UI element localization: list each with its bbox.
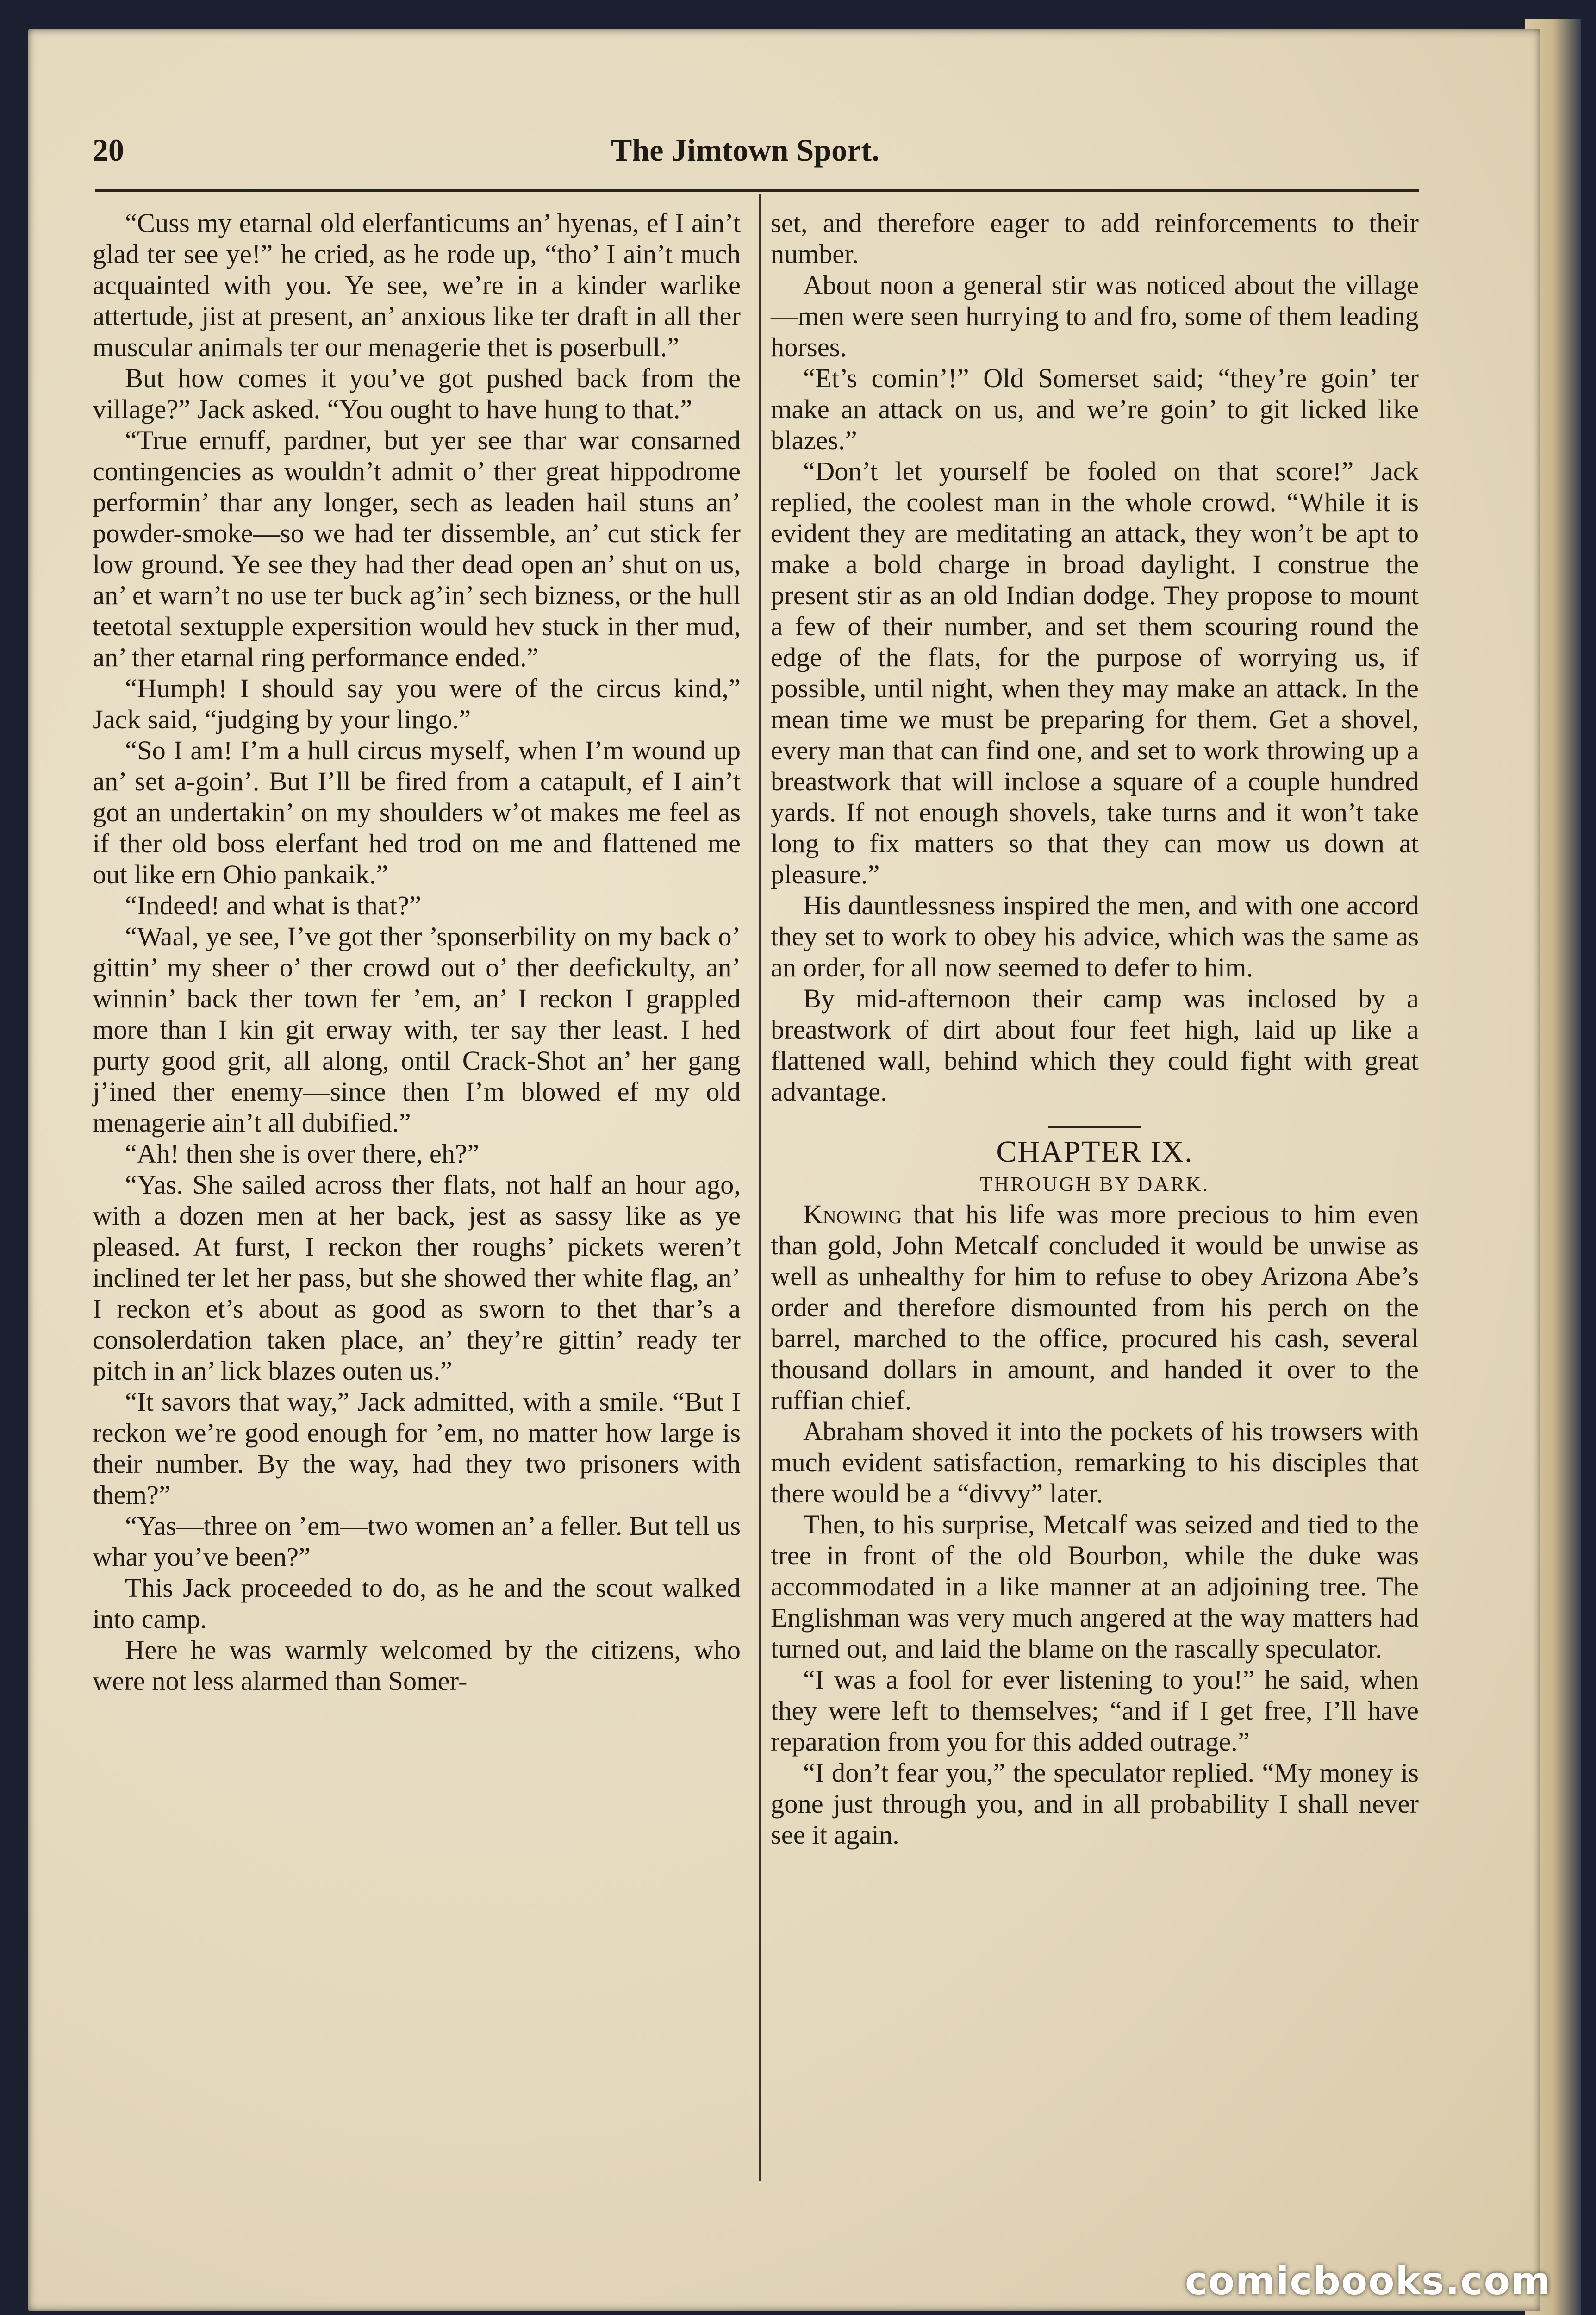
paragraph: “Yas—three on ’em—two women an’ a feller. But tell us whar you’ve been?” [93,1511,741,1572]
paragraph: “I was a fool for ever listening to you!” he said, when they were left to themselves; “and if I get free, I’ll have reparation from you for this added outrage.” [771,1664,1419,1757]
drop-word: Knowing [803,1199,902,1229]
paragraph: “Indeed! and what is that?” [125,890,421,920]
paragraph: “Humph! I should say you were of the circus kind,” Jack said, “judging by your lingo.” [93,673,741,734]
paragraph: This Jack proceeded to do, as he and the scout walked into camp. [93,1573,741,1634]
paragraph: About noon a general stir was noticed about the village—men were seen hurrying to and fro, some of them leading horses. [771,270,1419,362]
column-divider [759,194,761,2181]
watermark: comicbooks.com [1185,2259,1552,2303]
paragraph: His dauntlessness inspired the men, and with one accord they set to work to obey his advice, which was the same as an order, for all now seemed to defer to him. [771,890,1419,982]
paragraph: But how comes it you’ve got pushed back from the village?” Jack asked. “You ought to have hung to that.” [93,363,741,424]
paragraph: “True ernuff, pardner, but yer see thar war consarned contingencies as wouldn’t admit o’ ther great hippodrome performin’ thar any longer, sech as leaden hail stuns an’ powder-smoke—so we had ter dissemble, an’ cut stick fer low ground. Ye see they had ther dead open an’ shut on us, an’ et warn’t no use ter buck ag’in’ sech bizness, or the hull teetotal sextupple expersition would hev stuck in ther mud, an’ ther etarnal ring performance ended.” [93,425,741,672]
chapter-title: CHAPTER IX. [996,1135,1193,1169]
chapter-subtitle: THROUGH BY DARK. [979,1173,1210,1195]
paragraph: “Don’t let yourself be fooled on that score!” Jack replied, the coolest man in the whole crowd. “While it is evident they are meditating an attack, they won’t be apt to make a bold charge in broad daylight. I construe the present stir as an old Indian dodge. They propose to mount a few of their number, and set them scouring round the edge of the flats, for the purpose of worrying us, if possible, until night, when they may make an attack. In the mean time we must be preparing for them. Get a shovel, every man that can find one, and set to work throwing up a breastwork that will inclose a square of a couple hundred yards. If not enough shovels, take turns and it won’t take long to fix matters so that they can mow us down at pleasure.” [771,456,1419,889]
running-title: The Jimtown Sport. [611,132,879,168]
left-column [93,207,741,1696]
chapter-opening-paragraph [771,1199,1419,1416]
page-header [69,127,1421,178]
paragraph: “So I am! I’m a hull circus myself, when I’m wound up an’ set a-goin’. But I’ll be fired from a catapult, ef I ain’t got an undertakin’ on my shoulders w’ot makes me feel as if ther old boss elerfant hed trod on me and flattened me out like ern Ohio pankaik.” [93,735,741,889]
paragraph: “Waal, ye see, I’ve got ther ’sponserbility on my back o’ gittin’ my sheer o’ ther crowd out o’ ther deefickulty, an’ winnin’ back ther town fer ’em, an’ I reckon I grappled more than I kin git erway with, ter say ther least. I hed purty good grit, all along, ontil Crack-Shot an’ her gang j’ined ther enemy—since then I’m blowed ef my old menagerie ain’t all dubified.” [93,921,741,1138]
opening-text: that his life was more precious to him even than gold, John Metcalf concluded it would be unwise as well as unhealthy for him to refuse to obey Arizona Abe’s order and therefore dismounted from his perch on the barrel, marched to the office, procured his cash, several thousand dollars in amount, and handed it over to the ruffian chief. [771,1199,1419,1415]
paragraph: “Yas. She sailed across ther flats, not half an hour ago, with a dozen men at her back, jest as sassy like as ye pleased. At furst, I reckon ther roughs’ pickets weren’t inclined ter let her pass, but she showed ther white flag, an’ I reckon et’s about as good as sworn to thet thar’s a consolerdation taken place, an’ they’re gittin’ ready ter pitch in an’ lick blazes outen us.” [93,1170,741,1386]
header-rule [95,189,1419,192]
chapter-rule [1048,1126,1141,1128]
page-number: 20 [93,132,124,168]
paragraph: “Et’s comin’!” Old Somerset said; “they’re goin’ ter make an attack on us, and we’re goin’ to git licked like blazes.” [771,363,1419,455]
paragraph: Abraham shoved it into the pockets of his trowsers with much evident satisfaction, remarking to his disciples that there would be a “divvy” later. [771,1416,1419,1508]
paragraph: “Ah! then she is over there, eh?” [125,1139,480,1169]
paragraph: By mid-afternoon their camp was inclosed by a breastwork of dirt about four feet high, laid up like a flattened wall, behind which they could fight with great advantage. [771,983,1419,1107]
paragraph: set, and therefore eager to add reinforcements to their number. [771,208,1419,269]
paragraph: Here he was warmly welcomed by the citizens, who were not less alarmed than Somer- [93,1635,741,1696]
paragraph: “It savors that way,” Jack admitted, with a smile. “But I reckon we’re good enough for ’em, no matter how large is their number. By the way, had they two prisoners with them?” [93,1387,741,1510]
right-column [771,207,1419,1850]
paragraph: “Cuss my etarnal old elerfanticums an’ hyenas, ef I ain’t glad ter see ye!” he cried, as he rode up, “tho’ I ain’t much acquainted with you. Ye see, we’re in a kinder warlike attertude, jist at present, an’ anxious like ter draft in all ther muscular animals ter our menagerie thet is poserbull.” [93,208,741,362]
paragraph: “I don’t fear you,” the speculator replied. “My money is gone just through you, and in all probability I shall never see it again. [771,1758,1419,1850]
paragraph: Then, to his surprise, Metcalf was seized and tied to the tree in front of the old Bourbon, while the duke was accommodated in a like manner at an adjoining tree. The Englishman was very much angered at the way matters had turned out, and laid the blame on the rascally speculator. [771,1509,1419,1664]
